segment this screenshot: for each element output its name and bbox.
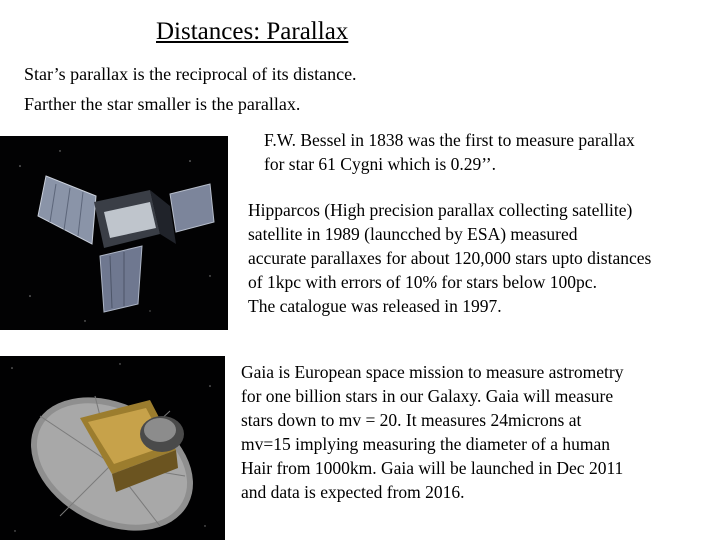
intro-line-2: Farther the star smaller is the parallax. — [24, 94, 301, 114]
hipparcos-satellite-image — [0, 136, 228, 330]
hipparcos-line: accurate parallaxes for about 120,000 stars upto distances — [248, 248, 652, 268]
hipparcos-paragraph — [248, 198, 651, 318]
bessel-line: F.W. Bessel in 1838 was the first to measure parallax — [264, 130, 635, 150]
hipparcos-line: satellite in 1989 (launcched by ESA) measured — [248, 224, 578, 244]
gaia-line: mv=15 implying measuring the diameter of a human — [241, 434, 611, 454]
gaia-satellite-image — [0, 356, 225, 540]
hipparcos-line: of 1kpc with errors of 10% for stars below 100pc. — [248, 272, 597, 292]
bessel-line: for star 61 Cygni which is 0.29’’. — [264, 154, 497, 174]
gaia-line: for one billion stars in our Galaxy. Gaia will measure — [241, 386, 614, 406]
gaia-paragraph — [241, 360, 623, 504]
gaia-line: Hair from 1000km. Gaia will be launched in Dec 2011 — [241, 458, 624, 478]
hipparcos-line: Hipparcos (High precision parallax collecting satellite) — [248, 200, 633, 220]
gaia-line: stars down to mv = 20. It measures 24microns at — [241, 410, 582, 430]
intro-line-1: Star’s parallax is the reciprocal of its distance. — [24, 64, 357, 84]
gaia-line: Gaia is European space mission to measure astrometry — [241, 362, 624, 382]
hipparcos-line: The catalogue was released in 1997. — [248, 296, 502, 316]
slide-title: Distances: Parallax — [156, 18, 349, 45]
bessel-paragraph — [264, 128, 635, 176]
gaia-line: and data is expected from 2016. — [241, 482, 465, 502]
